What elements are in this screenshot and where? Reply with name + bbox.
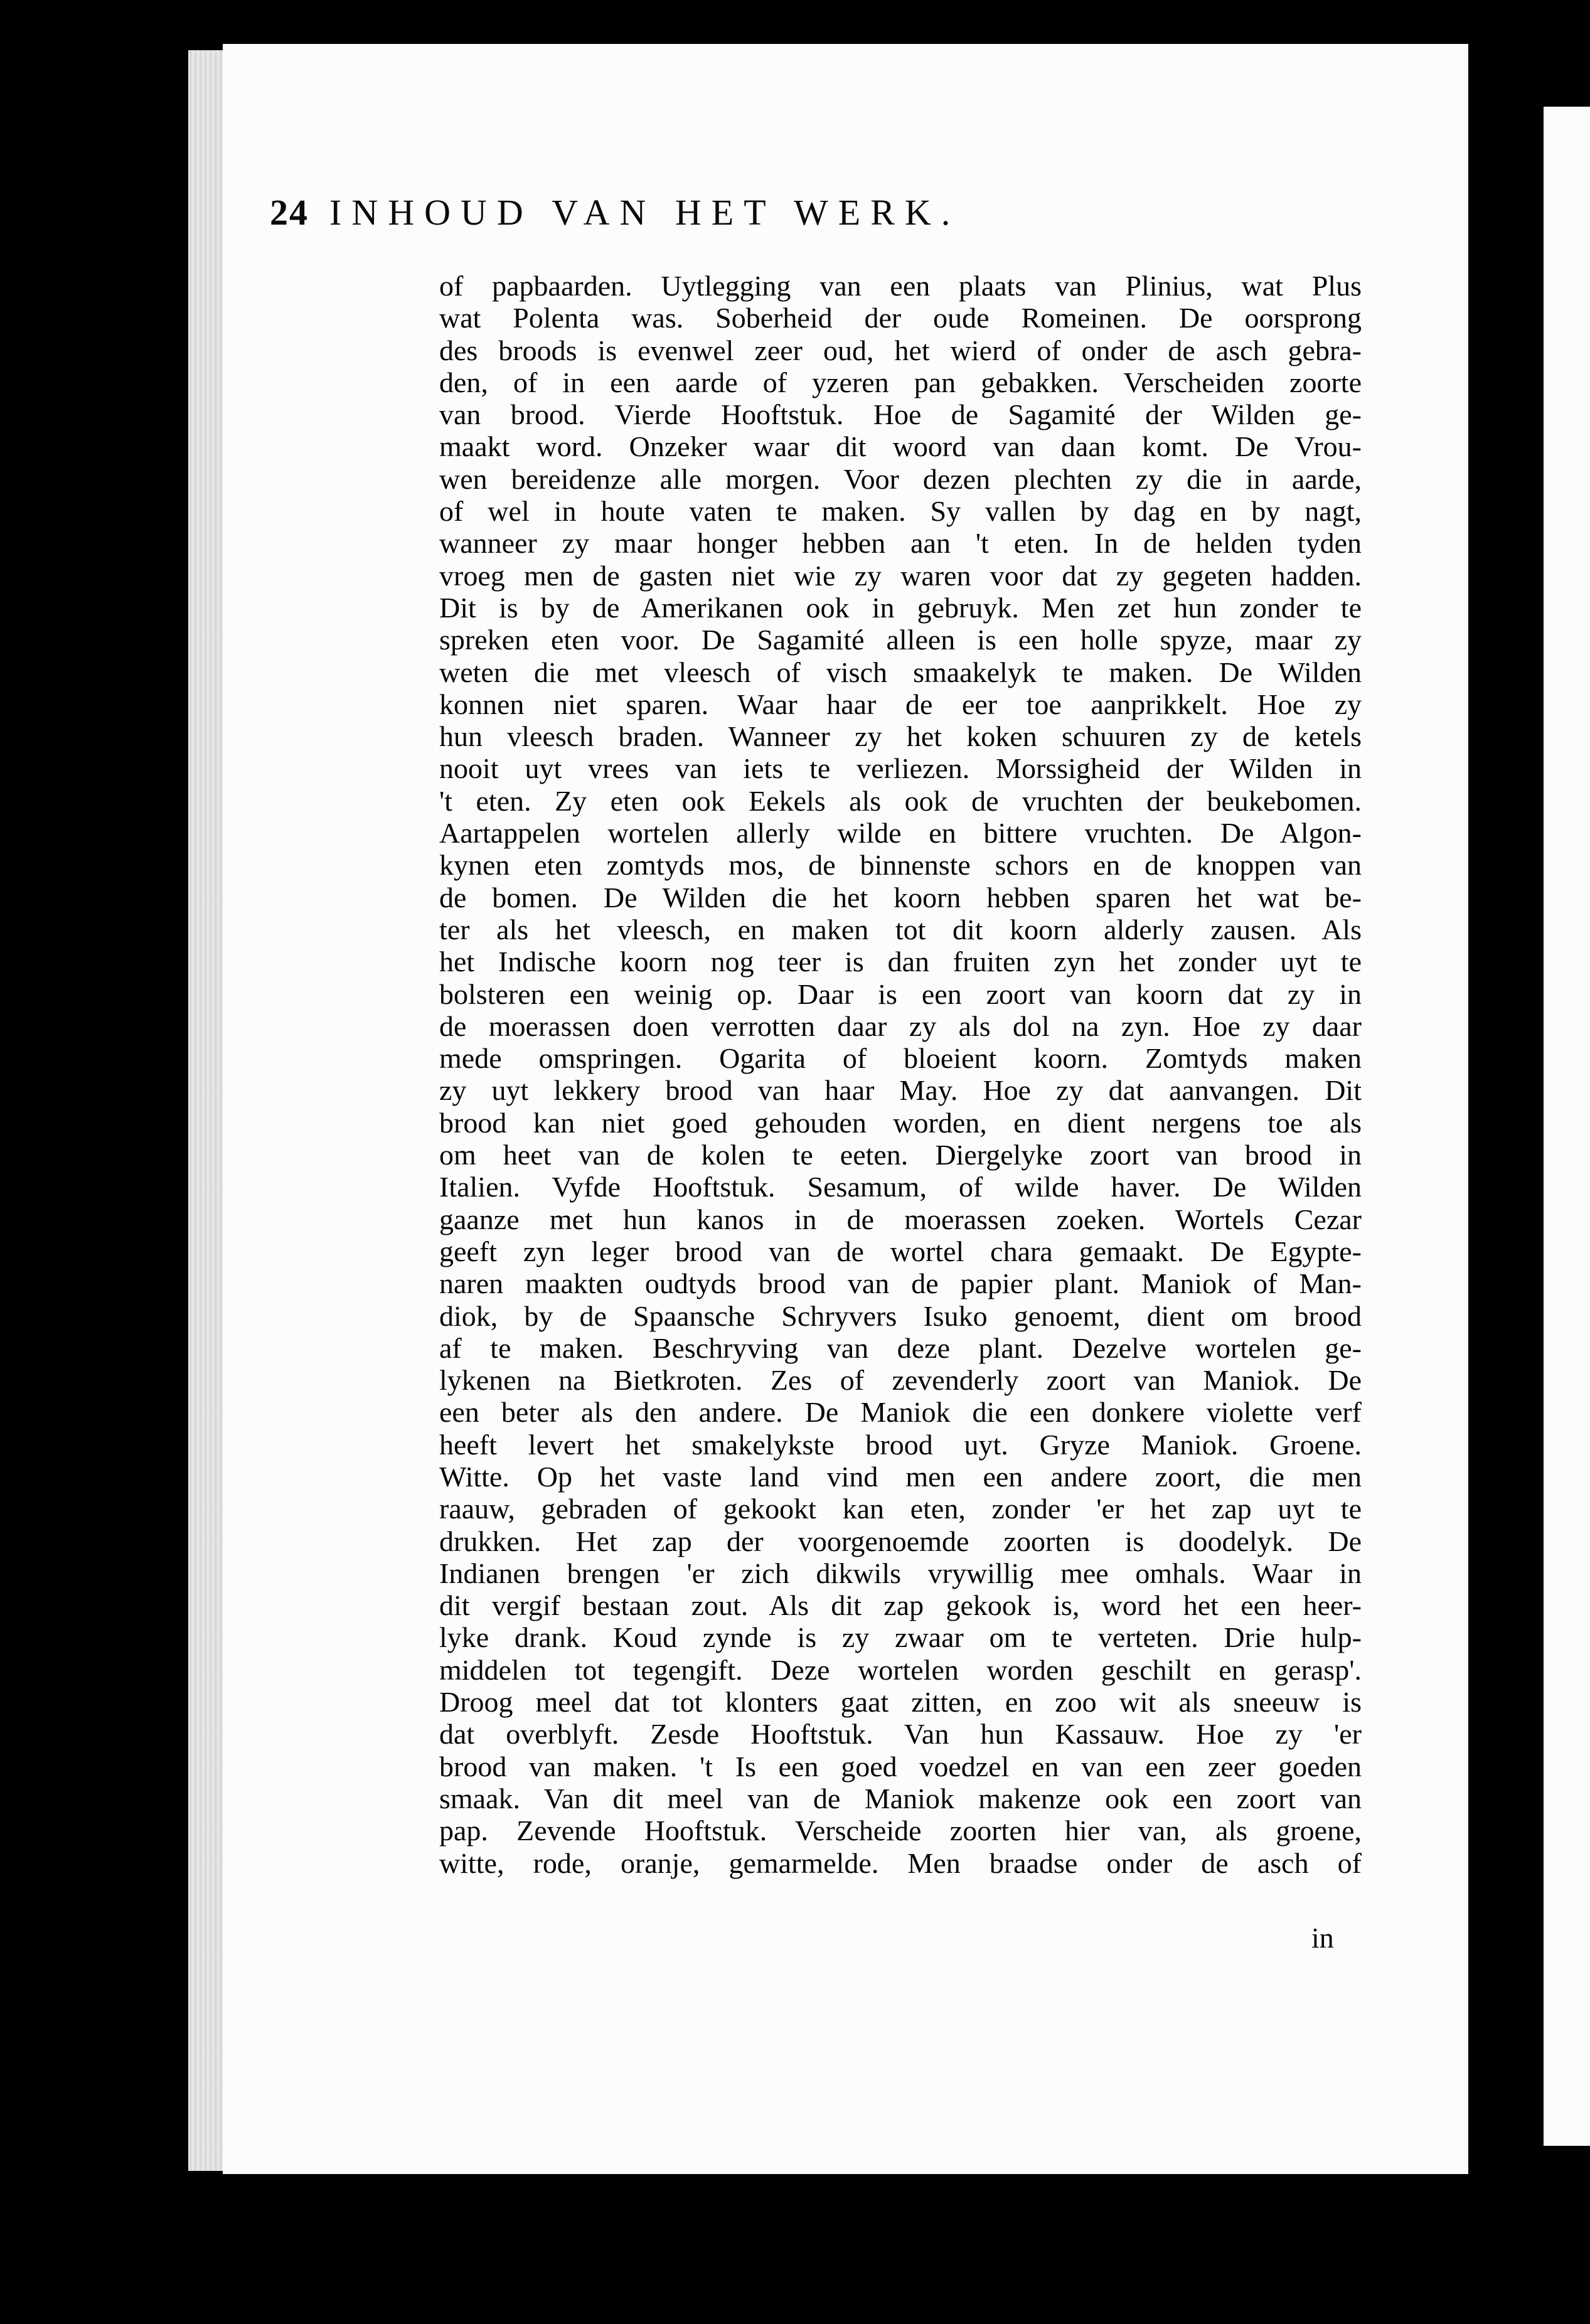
text-line: wen bereidenze alle morgen. Voor dezen plechten zy die in aarde,	[439, 462, 1362, 495]
text-line: nooit uyt vrees van iets te verliezen. Morssigheid der Wilden in	[439, 752, 1362, 785]
text-line: brood van maken. 't Is een goed voedzel en van een zeer goeden	[439, 1750, 1362, 1783]
text-line: ter als het vleesch, en maken tot dit koorn alderly zausen. Als	[439, 913, 1362, 946]
text-line: af te maken. Beschryving van deze plant. Dezelve wortelen ge-	[439, 1331, 1362, 1364]
text-line: den, of in een aarde of yzeren pan gebakken. Verscheiden zoorte	[439, 366, 1362, 398]
scan-border-left	[0, 0, 188, 2324]
text-line: smaak. Van dit meel van de Maniok makenze ook een zoort van	[439, 1782, 1362, 1815]
text-line: des broods is evenwel zeer oud, het wierd of onder de asch gebra-	[439, 334, 1362, 366]
text-line: spreken eten voor. De Sagamité alleen is een holle spyze, maar zy	[439, 624, 1362, 656]
text-line: wanneer zy maar honger hebben aan 't eten. In de helden tyden	[439, 527, 1362, 560]
text-line: Aartappelen wortelen allerly wilde en bittere vruchten. De Algon-	[439, 817, 1362, 850]
text-line: geeft zyn leger brood van de wortel chara gemaakt. De Egypte-	[439, 1235, 1362, 1267]
text-line: Indianen brengen 'er zich dikwils vrywillig mee omhals. Waar in	[439, 1557, 1362, 1589]
page-header	[270, 191, 1318, 260]
catchword: in	[1311, 1922, 1334, 1954]
text-line: Italien. Vyfde Hooftstuk. Sesamum, of wilde haver. De Wilden	[439, 1171, 1362, 1203]
text-line: konnen niet sparen. Waar haar de eer toe aanprikkelt. Hoe zy	[439, 688, 1362, 720]
text-line: een beter als den andere. De Maniok die een donkere violette verf	[439, 1396, 1362, 1429]
text-line: lyke drank. Koud zynde is zy zwaar om te verteten. Drie hulp-	[439, 1621, 1362, 1654]
text-line: zy uyt lekkery brood van haar May. Hoe zy dat aanvangen. Dit	[439, 1074, 1362, 1107]
text-line: hun vleesch braden. Wanneer zy het koken schuuren zy de ketels	[439, 720, 1362, 753]
text-line: Witte. Op het vaste land vind men een andere zoort, die men	[439, 1460, 1362, 1493]
text-line: 't eten. Zy eten ook Eekels als ook de vruchten der beukebomen.	[439, 784, 1362, 817]
text-line: maakt word. Onzeker waar dit woord van daan komt. De Vrou-	[439, 430, 1362, 463]
text-line: de bomen. De Wilden die het koorn hebben sparen het wat be-	[439, 881, 1362, 914]
text-line: dit vergif bestaan zout. Als dit zap gekook is, word het een heer-	[439, 1589, 1362, 1622]
text-line: raauw, gebraden of gekookt kan eten, zonder 'er het zap uyt te	[439, 1493, 1362, 1525]
text-line: het Indische koorn nog teer is dan fruiten zyn het zonder uyt te	[439, 946, 1362, 978]
text-line: weten die met vleesch of visch smaakelyk te maken. De Wilden	[439, 656, 1362, 688]
text-line: diok, by de Spaansche Schryvers Isuko genoemt, dient om brood	[439, 1299, 1362, 1332]
text-line: witte, rode, oranje, gemarmelde. Men braadse onder de asch of	[439, 1847, 1362, 1879]
text-line: heeft levert het smakelykste brood uyt. Gryze Maniok. Groene.	[439, 1428, 1362, 1461]
text-line: kynen eten zomtyds mos, de binnenste schors en de knoppen van	[439, 849, 1362, 882]
text-line: brood kan niet goed gehouden worden, en dient nergens toe als	[439, 1106, 1362, 1139]
text-line: bolsteren een weinig op. Daar is een zoort van koorn dat zy in	[439, 978, 1362, 1010]
text-line: middelen tot tegengift. Deze wortelen worden geschilt en gerasp'.	[439, 1653, 1362, 1686]
text-line: Droog meel dat tot klonters gaat zitten, en zoo wit als sneeuw is	[439, 1686, 1362, 1719]
text-line: pap. Zevende Hooftstuk. Verscheide zoorten hier van, als groene,	[439, 1815, 1362, 1847]
text-line: om heet van de kolen te eeten. Diergelyke zoort van brood in	[439, 1139, 1362, 1171]
text-line: dat overblyft. Zesde Hooftstuk. Van hun Kassauw. Hoe zy 'er	[439, 1718, 1362, 1751]
page-edge	[188, 50, 223, 2171]
text-line: Dit is by de Amerikanen ook in gebruyk. Men zet hun zonder te	[439, 591, 1362, 624]
text-line: wat Polenta was. Soberheid der oude Romeinen. De oorsprong	[439, 302, 1362, 334]
text-line: lykenen na Bietkroten. Zes of zevenderly zoort van Maniok. De	[439, 1364, 1362, 1397]
page-number: 24	[270, 192, 309, 233]
text-line: gaanze met hun kanos in de moerassen zoeken. Wortels Cezar	[439, 1203, 1362, 1235]
text-line: of wel in houte vaten te maken. Sy vallen by dag en by nagt,	[439, 495, 1362, 528]
text-line: vroeg men de gasten niet wie zy waren voor dat zy gegeten hadden.	[439, 559, 1362, 592]
text-line: naren maakten oudtyds brood van de papier plant. Maniok of Man-	[439, 1267, 1362, 1300]
facing-page-edge	[1544, 107, 1590, 2146]
running-head: INHOUD VAN HET WERK.	[329, 192, 961, 233]
text-line: de moerassen doen verrotten daar zy als dol na zyn. Hoe zy daar	[439, 1010, 1362, 1042]
text-line: drukken. Het zap der voorgenoemde zoorten is doodelyk. De	[439, 1525, 1362, 1557]
text-line: of papbaarden. Uytlegging van een plaats van Plinius, wat Plus	[439, 270, 1362, 302]
text-line: mede omspringen. Ogarita of bloeient koorn. Zomtyds maken	[439, 1042, 1362, 1075]
body-text	[439, 270, 1362, 1879]
text-line: van brood. Vierde Hooftstuk. Hoe de Sagamité der Wilden ge-	[439, 398, 1362, 431]
